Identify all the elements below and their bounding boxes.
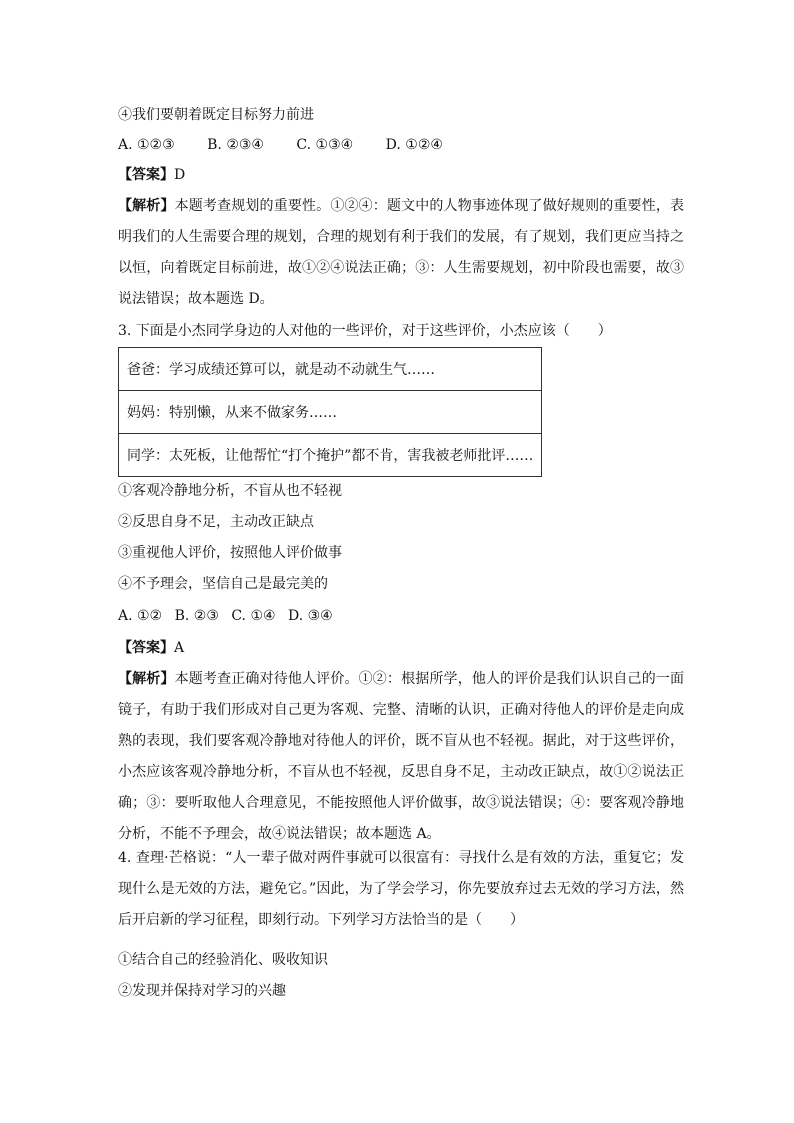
q2-answer-value: D [174, 167, 186, 183]
q2-choice-b: B. ②③④ [207, 137, 264, 153]
q2-choice-c: C. ①③④ [296, 137, 354, 153]
q3-analysis [118, 664, 684, 850]
q3-analysis-label: 【解析】 [118, 671, 175, 687]
q2-analysis-label: 【解析】 [118, 198, 175, 214]
q4-option-1: ①结合自己的经验消化、吸收知识 [118, 952, 328, 968]
table-row [119, 434, 542, 477]
q2-analysis-text: 本题考查规划的重要性。①②④：题文中的人物事迹体现了做好规则的重要性，表明我们的人生需要合理的规划，合理的规划有利于我们的发展，有了规划，我们更应当持之以恒，向着既定目标前进，故①②④说法正确；③：人生需要规划，初中阶段也需要，故③说法错误；故本题选 D。 [118, 198, 685, 307]
q3-option-3: ③重视他人评价，按照他人评价做事 [118, 545, 342, 561]
q4-stem: 4. 查理·芒格说：“人一辈子做对两件事就可以很富有：寻找什么是有效的方法，重复它；发现什么是无效的方法，避免它。”因此，为了学会学习，你先要放弃过去无效的学习方法，然后开启新的学习征程，即刻行动。下列学习方法恰当的是（ ） [118, 850, 684, 928]
q3-choice-c: C. ①④ [231, 608, 276, 624]
q3-option-1: ①客观冷静地分析，不盲从也不轻视 [118, 483, 342, 499]
table-cell-dad: 爸爸：学习成绩还算可以，就是动不动就生气…… [119, 348, 542, 391]
q3-stem: 3. 下面是小杰同学身边的人对他的一些评价，对于这些评价，小杰应该（ ） [118, 323, 612, 339]
q2-option-4: ④我们要朝着既定目标努力前进 [118, 107, 314, 123]
q3-option-2: ②反思自身不足，主动改正缺点 [118, 514, 314, 530]
table-row [119, 391, 542, 434]
q2-answer [118, 165, 185, 185]
q3-choice-d: D. ③④ [288, 608, 333, 624]
q2-choice-a: A. ①②③ [118, 137, 175, 153]
q3-answer-label: 【答案】 [118, 640, 174, 656]
q3-option-4: ④不予理会，坚信自己是最完美的 [118, 576, 328, 592]
q3-answer-value: A [174, 640, 185, 656]
q3-choices [118, 606, 341, 626]
q3-answer [118, 638, 184, 658]
q3-analysis-text: 本题考查正确对待他人评价。①②：根据所学，他人的评价是我们认识自己的一面镜子，有助于我们形成对自己更为客观、完整、清晰的认识，正确对待他人的评价是走向成熟的表现，我们要客观冷静地对待他人的评价，既不盲从也不轻视。据此，对于这些评价，小杰应该客观冷静地分析，不盲从也不轻视，反思自身不足，主动改正缺点，故①②说法正确；③：要听取他人合理意见，不能按照他人评价做事，故③说法错误；④：要客观冷静地分析，不能不予理会，故④说法错误；故本题选 A。 [118, 671, 685, 842]
table-cell-classmate: 同学：太死板，让他帮忙“打个掩护”都不肯，害我被老师批评…… [119, 434, 542, 477]
table-cell-mom: 妈妈：特别懒，从来不做家务…… [119, 391, 542, 434]
q2-choice-d: D. ①②④ [385, 137, 443, 153]
q2-choices [118, 135, 471, 155]
q3-evaluation-table [118, 347, 542, 477]
q3-choice-a: A. ①② [118, 608, 163, 624]
table-row [119, 348, 542, 391]
q4-option-2: ②发现并保持对学习的兴趣 [118, 983, 286, 999]
q3-choice-b: B. ②③ [174, 608, 219, 624]
q2-answer-label: 【答案】 [118, 167, 174, 183]
q2-analysis [118, 191, 684, 315]
